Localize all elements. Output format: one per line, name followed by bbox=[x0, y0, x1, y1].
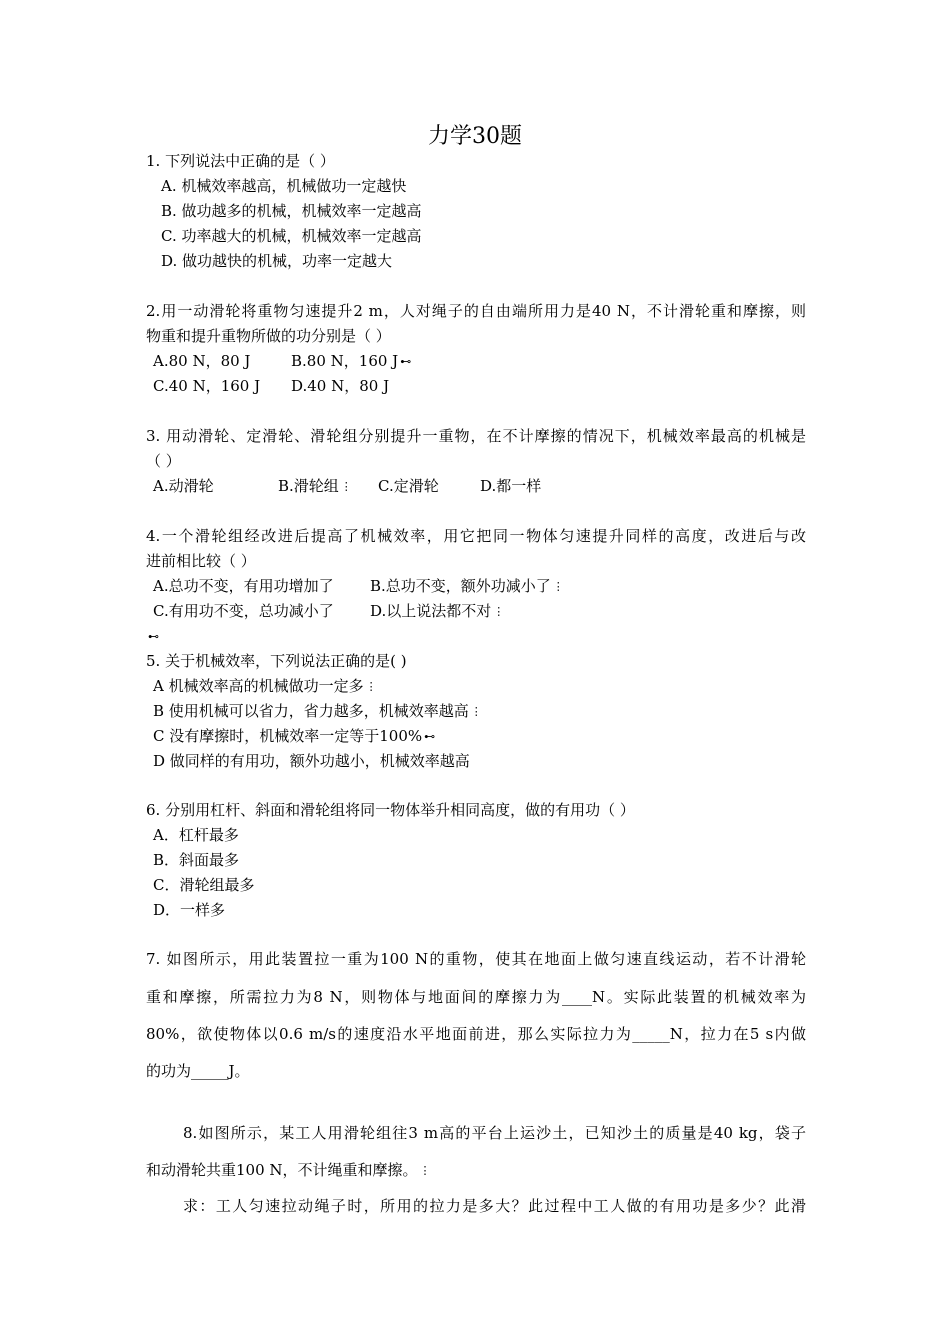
q7-line2: 重和摩擦，所需拉力为8 N，则物体与地面间的摩擦力为____N。实际此装置的机械效率为 bbox=[146, 988, 806, 1006]
q3-option-b bbox=[278, 476, 352, 497]
q5-option-c-text: C 没有摩擦时，机械效率一定等于100% bbox=[153, 727, 423, 745]
dots-mark-icon: ⋮ bbox=[340, 480, 352, 493]
q7-line3: 80%，欲使物体以0.6 m/s的速度沿水平地面前进，那么实际拉力为_____N，拉力在5 s内做 bbox=[146, 1025, 806, 1043]
q8-line2-text: 和动滑轮共重100 N，不计绳重和摩擦。 bbox=[146, 1161, 418, 1179]
anchor-mark-icon: ⊷ bbox=[424, 730, 436, 743]
q8-line1: 8.如图所示，某工人用滑轮组往3 m高的平台上运沙土，已知沙土的质量是40 kg，袋子 bbox=[183, 1124, 806, 1142]
q1-option-b: B. 做功越多的机械，机械效率一定越高 bbox=[161, 202, 422, 220]
q1-option-a: A. 机械效率越高，机械做功一定越快 bbox=[161, 177, 407, 195]
q4-stem-line2: 进前相比较（ ） bbox=[146, 552, 256, 570]
q6-option-b: B．斜面最多 bbox=[153, 851, 240, 869]
dots-mark-icon: ⋮ bbox=[552, 580, 564, 593]
page-title: 力学30题 bbox=[428, 124, 522, 149]
q5-option-c bbox=[153, 726, 435, 747]
q5-option-b bbox=[153, 701, 482, 722]
q5-option-a bbox=[153, 676, 377, 697]
dots-mark-icon: ⋮ bbox=[419, 1164, 431, 1177]
q7-line4: 的功为_____J。 bbox=[146, 1062, 250, 1080]
q5-option-b-text: B 使用机械可以省力，省力越多，机械效率越高 bbox=[153, 702, 469, 720]
anchor-mark-icon bbox=[146, 626, 159, 647]
q2-stem-line2: 物重和提升重物所做的功分别是（ ） bbox=[146, 327, 391, 345]
q2-option-b bbox=[291, 351, 411, 372]
q2-option-c: C.40 N，160 J bbox=[153, 377, 261, 395]
dots-mark-icon: ⋮ bbox=[493, 605, 505, 618]
q4-option-d-text: D.以上说法都不对 bbox=[370, 602, 492, 620]
q4-stem-line1: 4.一个滑轮组经改进后提高了机械效率，用它把同一物体匀速提升同样的高度，改进后与改 bbox=[146, 527, 806, 545]
q2-option-a: A.80 N，80 J bbox=[153, 352, 251, 370]
q1-option-d: D. 做功越快的机械，功率一定越大 bbox=[161, 252, 393, 270]
q5-option-a-text: A 机械效率高的机械做功一定多 bbox=[153, 677, 364, 695]
q1-option-c: C. 功率越大的机械，机械效率一定越高 bbox=[161, 227, 422, 245]
q3-option-b-text: B.滑轮组 bbox=[278, 477, 339, 495]
q4-option-a: A.总功不变，有用功增加了 bbox=[153, 577, 334, 595]
q2-stem-line1: 2.用一动滑轮将重物匀速提升2 m，人对绳子的自由端所用力是40 N，不计滑轮重和摩擦，则 bbox=[146, 302, 806, 320]
q5-option-d: D 做同样的有用功，额外功越小，机械效率越高 bbox=[153, 752, 470, 770]
q6-option-c: C．滑轮组最多 bbox=[153, 876, 255, 894]
q6-stem: 6. 分别用杠杆、斜面和滑轮组将同一物体举升相同高度，做的有用功（ ） bbox=[146, 801, 635, 819]
q3-option-d: D.都一样 bbox=[480, 477, 542, 495]
q3-option-c: C.定滑轮 bbox=[378, 477, 439, 495]
q3-stem-line2: （ ） bbox=[146, 452, 181, 470]
q6-option-d: D．一样多 bbox=[153, 901, 226, 919]
q2-option-d: D.40 N，80 J bbox=[291, 377, 390, 395]
q8-line2 bbox=[146, 1160, 431, 1181]
q4-option-d bbox=[370, 601, 504, 622]
q5-stem: 5. 关于机械效率，下列说法正确的是( ) bbox=[146, 652, 407, 670]
q3-option-a: A.动滑轮 bbox=[153, 477, 214, 495]
q1-stem: 1. 下列说法中正确的是（ ） bbox=[146, 152, 335, 170]
q7-line1: 7. 如图所示，用此装置拉一重为100 N的重物，使其在地面上做匀速直线运动，若不计滑轮 bbox=[146, 950, 806, 968]
q2-option-b-text: B.80 N，160 J bbox=[291, 352, 399, 370]
anchor-mark-glyph: ⊷ bbox=[148, 630, 159, 643]
q4-option-b-text: B.总功不变，额外功减小了 bbox=[370, 577, 551, 595]
q4-option-c: C.有用功不变，总功减小了 bbox=[153, 602, 334, 620]
q3-stem-line1: 3. 用动滑轮、定滑轮、滑轮组分别提升一重物，在不计摩擦的情况下，机械效率最高的机械是 bbox=[146, 427, 806, 445]
anchor-mark-icon: ⊷ bbox=[400, 355, 412, 368]
q4-option-b bbox=[370, 576, 564, 597]
dots-mark-icon: ⋮ bbox=[365, 680, 377, 693]
dots-mark-icon: ⋮ bbox=[470, 705, 482, 718]
q8-line3: 求：工人匀速拉动绳子时，所用的拉力是多大？此过程中工人做的有用功是多少？此滑 bbox=[183, 1197, 806, 1215]
q6-option-a: A．杠杆最多 bbox=[153, 826, 239, 844]
